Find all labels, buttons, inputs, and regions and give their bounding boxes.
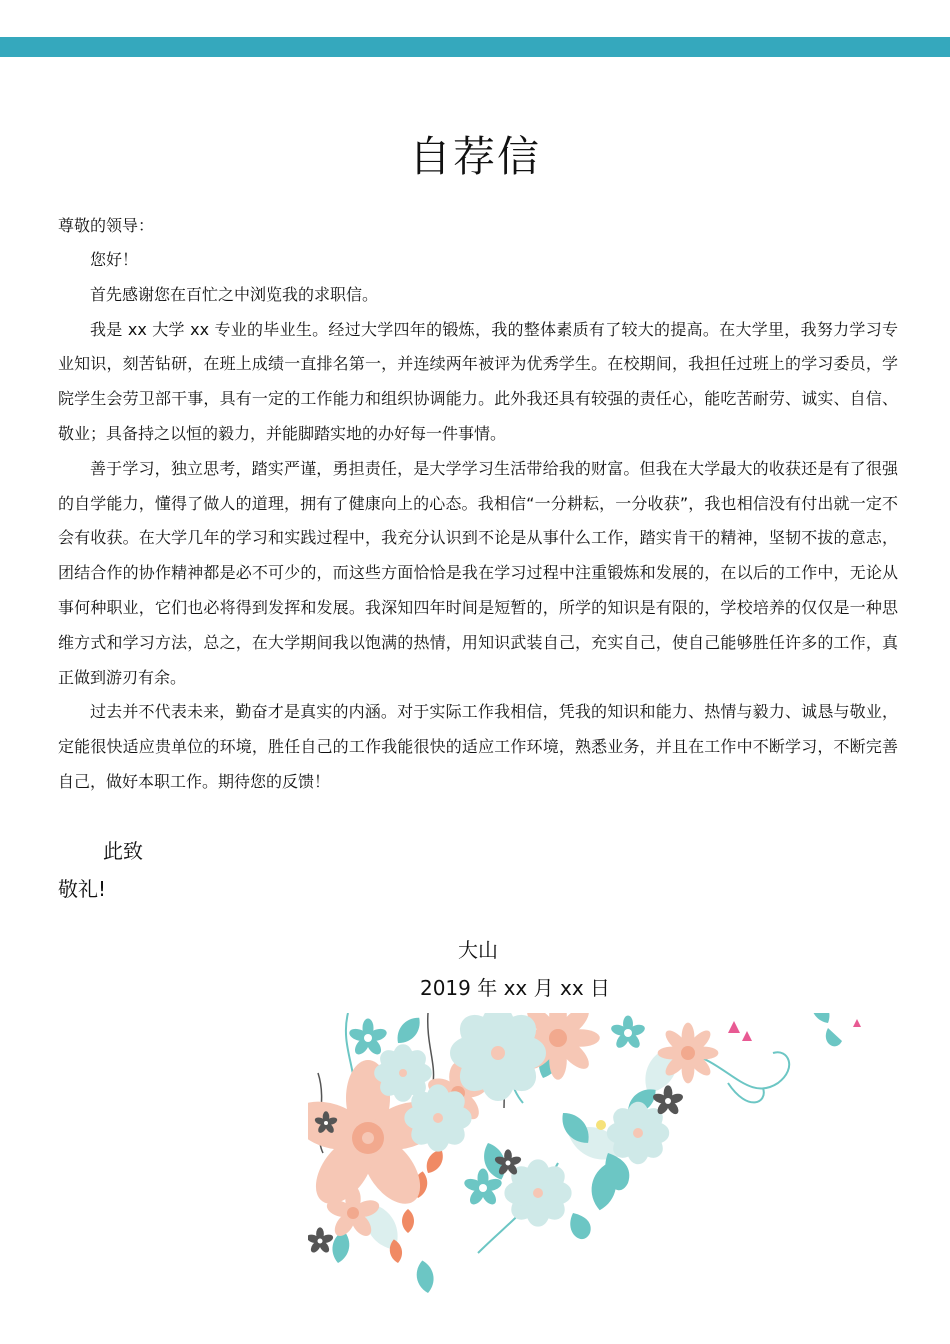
body-paragraph: 过去并不代表未来，勤奋才是真实的内涵。对于实际工作我相信，凭我的知识和能力、热情与毅力、诚恳与敬业，定能很快适应贵单位的环境，胜任自己的工作我能很快的适应工作环境，熟悉业务，并且在工作中不断学习，不断完善自己，做好本职工作。期待您的反馈！ [58,702,898,791]
signature-name: 大山 [458,938,498,962]
floral-decoration-icon [308,1013,868,1323]
letter-body [58,243,898,800]
salutation: 尊敬的领导： [58,216,155,235]
header-accent-bar [0,37,950,57]
signature-date: 2019 年 xx 月 xx 日 [419,976,611,1000]
body-paragraph: 我是 xx 大学 xx 专业的毕业生。经过大学四年的锻炼，我的整体素质有了较大的提高。在大学里，我努力学习专业知识，刻苦钻研，在班上成绩一直排名第一，并连续两年被评为优秀学生。在校期间，我担任过班上的学习委员，学院学生会劳卫部干事，具有一定的工作能力和组织协调能力。此外我还具有较强的责任心，能吃苦耐劳、诚实、自信、敬业；具备持之以恒的毅力，并能脚踏实地的办好每一件事情。 [58,319,898,443]
body-paragraph: 首先感谢您在百忙之中浏览我的求职信。 [90,284,379,304]
page-title: 自荐信 [408,132,541,181]
body-paragraph: 善于学习，独立思考，踏实严谨，勇担责任，是大学学习生活带给我的财富。但我在大学最大的收获还是有了很强的自学能力，懂得了做人的道理，拥有了健康向上的心态。我相信“一分耕耘，一分收获”，我也相信没有付出就一定不会有收获。在大学几年的学习和实践过程中，我充分认识到不论是从事什么工作，踏实肯干的精神，坚韧不拔的意志，团结合作的协作精神都是必不可少的，而这些方面恰恰是我在学习过程中注重锻炼和发展的，在以后的工作中，无论从事何种职业，它们也必将得到发挥和发展。我深知四年时间是短暂的，所学的知识是有限的，学校培养的仅仅是一种思维方式和学习方法，总之，在大学期间我以饱满的热情，用知识武装自己，充实自己，使自己能够胜任许多的工作，真正做到游刃有余。 [58,458,898,687]
greeting-paragraph: 您好！ [90,250,139,269]
closing-line-1: 此致 [103,839,143,863]
closing-line-2: 敬礼! [58,877,107,901]
